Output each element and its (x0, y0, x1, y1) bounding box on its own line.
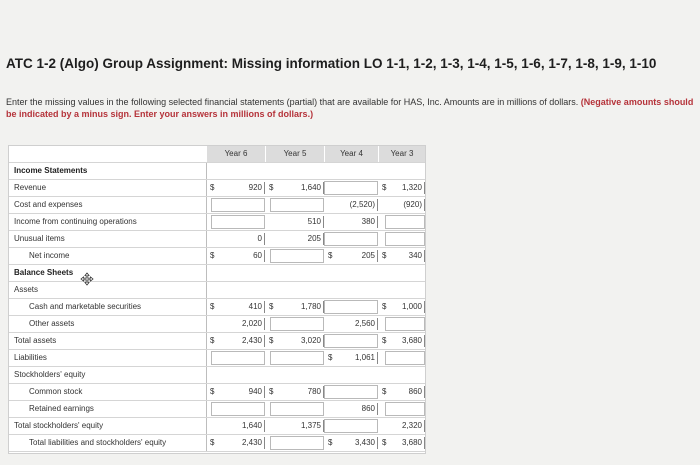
column-header-year6: Year 6 (207, 146, 265, 162)
missing-value-input[interactable] (385, 232, 425, 246)
cell-divider (424, 386, 425, 398)
missing-value-input[interactable] (211, 351, 265, 365)
cell-value: 1,061 (354, 353, 375, 362)
missing-value-input[interactable] (270, 436, 324, 450)
value-cell (379, 198, 425, 212)
cell-divider (424, 250, 425, 262)
missing-value-input[interactable] (324, 232, 378, 246)
missing-value-input[interactable] (270, 402, 324, 416)
cell-value: 205 (307, 234, 321, 243)
currency-symbol: $ (210, 251, 215, 260)
table-row (9, 248, 425, 265)
missing-value-input[interactable] (385, 317, 425, 331)
table-row (9, 435, 425, 452)
cell-value: 340 (408, 251, 422, 260)
table-row (9, 384, 425, 401)
missing-value-input[interactable] (324, 300, 378, 314)
value-cell[interactable] (207, 402, 265, 416)
value-cell[interactable] (266, 351, 324, 365)
table-row (9, 316, 425, 333)
cell-value: (2,520) (349, 200, 375, 209)
currency-symbol: $ (269, 302, 274, 311)
cell-divider (424, 437, 425, 449)
value-cell (207, 436, 265, 450)
cell-divider (264, 182, 265, 194)
cell-divider (264, 233, 265, 245)
row-label: Income Statements (9, 163, 207, 179)
currency-symbol: $ (210, 387, 215, 396)
currency-symbol: $ (382, 336, 387, 345)
value-cell (207, 232, 265, 246)
cell-value: 3,430 (354, 438, 375, 447)
value-cell (207, 317, 265, 331)
row-label: Other assets (9, 316, 207, 332)
row-label: Liabilities (9, 350, 207, 366)
financial-statements-table (8, 145, 426, 454)
row-label: Balance Sheets (9, 265, 207, 281)
table-row (9, 214, 425, 231)
cell-divider (264, 250, 265, 262)
value-cell[interactable] (325, 334, 378, 348)
missing-value-input[interactable] (211, 215, 265, 229)
instructions-text: Enter the missing values in the following selected financial statements (partial) that are available for HAS, Inc. Amounts are in millions of dollars. (6, 97, 579, 107)
row-label: Cost and expenses (9, 197, 207, 213)
cell-value: 3,020 (300, 336, 321, 345)
cell-value: (920) (403, 200, 422, 209)
value-cell (379, 181, 425, 195)
table-row (9, 333, 425, 350)
value-cell (207, 181, 265, 195)
cell-divider (424, 199, 425, 211)
cell-value: 380 (361, 217, 375, 226)
value-cell[interactable] (266, 402, 324, 416)
value-cell[interactable] (379, 317, 425, 331)
missing-value-input[interactable] (385, 215, 425, 229)
cell-divider (377, 250, 378, 262)
table-row (9, 163, 425, 180)
value-cell[interactable] (266, 436, 324, 450)
currency-symbol: $ (210, 336, 215, 345)
column-header-year3: Year 3 (379, 146, 425, 162)
table-row (9, 367, 425, 384)
page-title: ATC 1-2 (Algo) Group Assignment: Missing information LO 1-1, 1-2, 1-3, 1-4, 1-5, 1-6, 1-7, 1-8, 1-9, 1-10 (6, 56, 657, 71)
currency-symbol: $ (210, 438, 215, 447)
missing-value-input[interactable] (324, 419, 378, 433)
cell-value: 860 (408, 387, 422, 396)
cell-divider (264, 335, 265, 347)
missing-value-input[interactable] (270, 317, 324, 331)
missing-value-input[interactable] (385, 351, 425, 365)
cell-divider (377, 437, 378, 449)
missing-value-input[interactable] (270, 351, 324, 365)
value-cell[interactable] (207, 215, 265, 229)
cell-value: 3,680 (401, 336, 422, 345)
row-label: Income from continuing operations (9, 214, 207, 230)
table-row (9, 401, 425, 418)
value-cell (207, 385, 265, 399)
value-cell (266, 334, 324, 348)
currency-symbol: $ (328, 251, 333, 260)
cell-value: 60 (253, 251, 262, 260)
value-cell (266, 385, 324, 399)
currency-symbol: $ (382, 302, 387, 311)
row-label: Total assets (9, 333, 207, 349)
table-row (9, 418, 425, 435)
value-cell (379, 436, 425, 450)
row-label: Stockholders' equity (9, 367, 207, 383)
cell-value: 2,020 (241, 319, 262, 328)
cell-value: 410 (248, 302, 262, 311)
currency-symbol: $ (269, 336, 274, 345)
cell-value: 2,430 (241, 336, 262, 345)
cell-value: 920 (248, 183, 262, 192)
cell-divider (424, 420, 425, 432)
cell-divider (377, 199, 378, 211)
value-cell (325, 198, 378, 212)
currency-symbol: $ (269, 183, 274, 192)
cell-value: 2,430 (241, 438, 262, 447)
table-row (9, 299, 425, 316)
currency-symbol: $ (382, 387, 387, 396)
currency-symbol: $ (382, 251, 387, 260)
row-label: Revenue (9, 180, 207, 196)
cell-divider (264, 420, 265, 432)
move-cursor-icon (80, 272, 94, 286)
currency-symbol: $ (382, 438, 387, 447)
missing-value-input[interactable] (211, 402, 265, 416)
cell-value: 780 (307, 387, 321, 396)
value-cell[interactable] (379, 232, 425, 246)
column-header-year5: Year 5 (266, 146, 324, 162)
value-cell (266, 419, 324, 433)
currency-symbol: $ (328, 438, 333, 447)
value-cell[interactable] (379, 351, 425, 365)
value-cell (325, 402, 378, 416)
table-row (9, 197, 425, 214)
table-row (9, 180, 425, 197)
row-label: Common stock (9, 384, 207, 400)
cell-value: 1,640 (241, 421, 262, 430)
cell-value: 860 (361, 404, 375, 413)
value-cell[interactable] (325, 300, 378, 314)
value-cell (379, 419, 425, 433)
missing-value-input[interactable] (324, 334, 378, 348)
cell-divider (377, 318, 378, 330)
cell-value: 3,680 (401, 438, 422, 447)
value-cell (379, 334, 425, 348)
cell-divider (323, 216, 324, 228)
currency-symbol: $ (269, 387, 274, 396)
value-cell[interactable] (325, 181, 378, 195)
cell-divider (377, 352, 378, 364)
missing-value-input[interactable] (324, 385, 378, 399)
value-cell (325, 249, 378, 263)
table-row (9, 265, 425, 282)
value-cell[interactable] (207, 198, 265, 212)
row-label: Cash and marketable securities (9, 299, 207, 315)
cell-divider (424, 182, 425, 194)
value-cell (207, 419, 265, 433)
value-cell[interactable] (325, 385, 378, 399)
row-label: Total stockholders' equity (9, 418, 207, 434)
value-cell (379, 385, 425, 399)
table-row (9, 231, 425, 248)
row-label: Retained earnings (9, 401, 207, 417)
instructions-emphasis: (Negative amounts should be indicated by a minus sign. Enter your answers in millions of dollars.) (6, 97, 694, 119)
value-cell[interactable] (266, 198, 324, 212)
cell-divider (264, 318, 265, 330)
value-cell (207, 334, 265, 348)
table-header-row (9, 146, 425, 163)
table-row (9, 282, 425, 299)
currency-symbol: $ (382, 183, 387, 192)
value-cell[interactable] (266, 317, 324, 331)
value-cell[interactable] (325, 419, 378, 433)
cell-divider (377, 216, 378, 228)
cell-divider (424, 301, 425, 313)
row-label: Unusual items (9, 231, 207, 247)
value-cell (325, 215, 378, 229)
cell-value: 1,000 (401, 302, 422, 311)
row-label: Assets (9, 282, 207, 298)
cell-value: 0 (257, 234, 262, 243)
value-cell (207, 300, 265, 314)
value-cell (266, 300, 324, 314)
value-cell (325, 317, 378, 331)
cell-value: 1,375 (300, 421, 321, 430)
value-cell (325, 436, 378, 450)
value-cell[interactable] (379, 402, 425, 416)
currency-symbol: $ (210, 302, 215, 311)
cell-divider (424, 335, 425, 347)
cell-value: 1,320 (401, 183, 422, 192)
missing-value-input[interactable] (211, 198, 265, 212)
value-cell (325, 351, 378, 365)
value-cell[interactable] (379, 215, 425, 229)
currency-symbol: $ (210, 183, 215, 192)
cell-divider (264, 437, 265, 449)
cell-divider (264, 301, 265, 313)
cell-value: 1,640 (300, 183, 321, 192)
cell-value: 205 (361, 251, 375, 260)
cell-value: 2,560 (354, 319, 375, 328)
value-cell (266, 215, 324, 229)
value-cell (379, 300, 425, 314)
cell-value: 510 (307, 217, 321, 226)
cell-value: 2,320 (401, 421, 422, 430)
value-cell (379, 249, 425, 263)
cell-divider (264, 386, 265, 398)
cell-value: 940 (248, 387, 262, 396)
cell-value: 1,780 (300, 302, 321, 311)
value-cell (266, 232, 324, 246)
value-cell (266, 181, 324, 195)
missing-value-input[interactable] (385, 402, 425, 416)
instructions (6, 97, 696, 120)
cell-divider (377, 403, 378, 415)
currency-symbol: $ (328, 353, 333, 362)
row-label: Net income (9, 248, 207, 264)
value-cell[interactable] (325, 232, 378, 246)
column-header-year4: Year 4 (325, 146, 378, 162)
row-label: Total liabilities and stockholders' equity (9, 435, 207, 451)
value-cell (207, 249, 265, 263)
value-cell[interactable] (207, 351, 265, 365)
table-row (9, 350, 425, 367)
value-cell[interactable] (266, 249, 324, 263)
missing-value-input[interactable] (270, 198, 324, 212)
missing-value-input[interactable] (324, 181, 378, 195)
missing-value-input[interactable] (270, 249, 324, 263)
